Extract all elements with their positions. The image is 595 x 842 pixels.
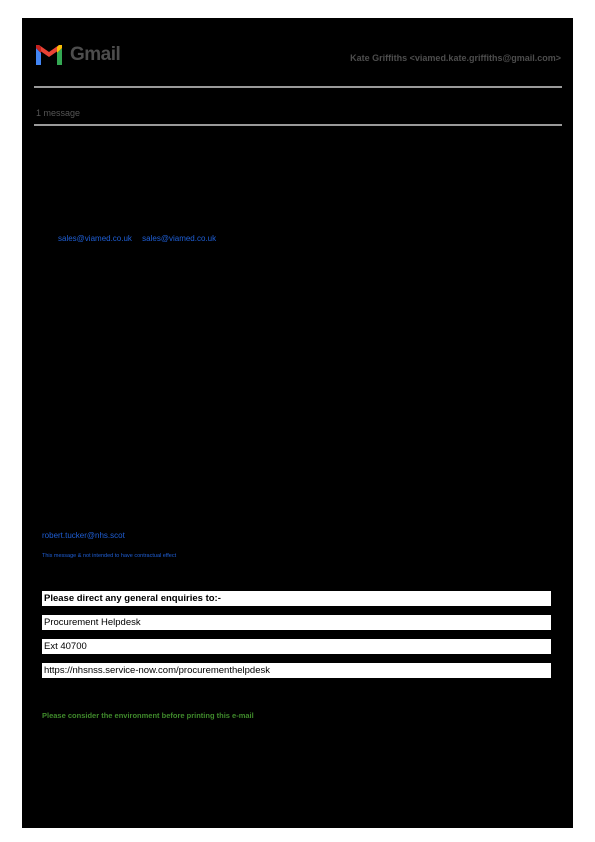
environment-note: Please consider the environment before printing this e-mail bbox=[42, 711, 254, 720]
helpdesk-name: Procurement Helpdesk bbox=[42, 615, 551, 630]
thread-divider bbox=[34, 124, 562, 126]
sales-email-link[interactable]: sales@viamed.co.uk bbox=[142, 234, 217, 243]
gmail-logo-icon bbox=[34, 44, 64, 66]
gmail-logo[interactable] bbox=[34, 44, 120, 66]
helpdesk-extension: Ext 40700 bbox=[42, 639, 551, 654]
sender-address: Kate Griffiths <viamed.kate.griffiths@gmail.com> bbox=[350, 53, 561, 63]
message-count: 1 message bbox=[36, 108, 81, 118]
printed-email-page bbox=[22, 18, 573, 828]
enquiries-heading: Please direct any general enquiries to:- bbox=[42, 591, 551, 606]
sales-links bbox=[58, 234, 224, 243]
helpdesk-url-link[interactable]: https://nhsnss.service-now.com/procurementhelpdesk bbox=[42, 663, 551, 678]
gmail-header bbox=[34, 44, 561, 74]
sales-email-link[interactable]: sales@viamed.co.uk bbox=[58, 234, 132, 243]
header-divider bbox=[34, 86, 562, 88]
contact-email-link[interactable]: robert.tucker@nhs.scot bbox=[42, 531, 125, 540]
gmail-brand-text: Gmail bbox=[70, 44, 121, 65]
contract-disclaimer: This message & not intended to have contractual effect bbox=[42, 553, 177, 559]
